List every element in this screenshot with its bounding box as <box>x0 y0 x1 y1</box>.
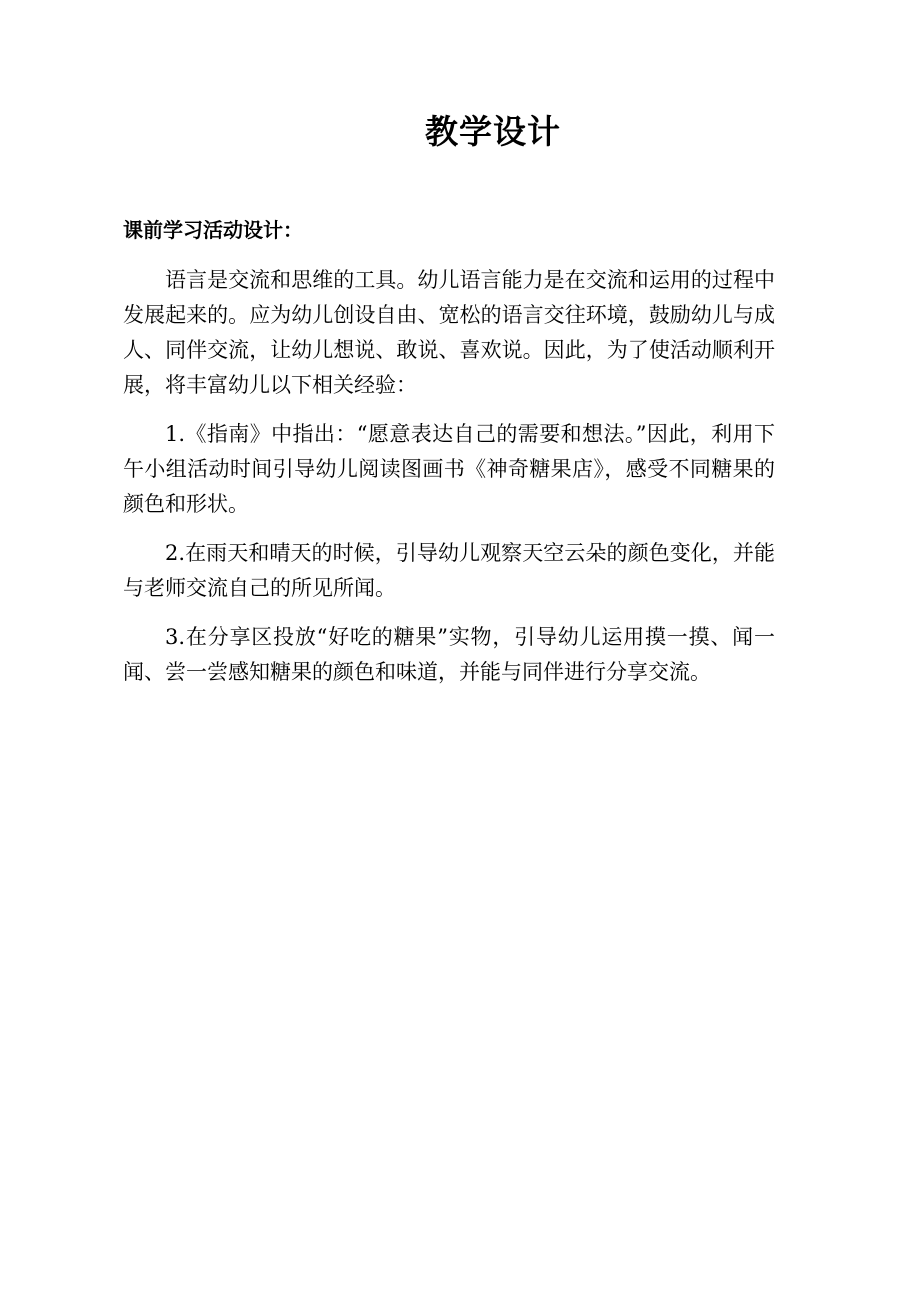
intro-paragraph: 语言是交流和思维的工具。幼儿语言能力是在交流和运用的过程中发展起来的。应为幼儿创设自由、宽松的语言交往环境，鼓励幼儿与成人、同伴交流，让幼儿想说、敢说、喜欢说。因此，为了使活动顺利开展，将丰富幼儿以下相关经验： <box>123 268 775 397</box>
page-title: 教学设计 <box>425 112 561 151</box>
section-heading: 课前学习活动设计： <box>123 218 303 242</box>
list-item: 3.在分享区投放“好吃的糖果”实物，引导幼儿运用摸一摸、闻一闻、尝一尝感知糖果的颜色和味道，并能与同伴进行分享交流。 <box>123 625 775 684</box>
document-body <box>123 263 775 704</box>
list-item: 2.在雨天和晴天的时候，引导幼儿观察天空云朵的颜色变化，并能与老师交流自己的所见所闻。 <box>123 541 775 600</box>
list-item: 1.《指南》中指出：“愿意表达自己的需要和想法。”因此，利用下午小组活动时间引导幼儿阅读图画书《神奇糖果店》，感受不同糖果的颜色和形状。 <box>123 422 775 516</box>
